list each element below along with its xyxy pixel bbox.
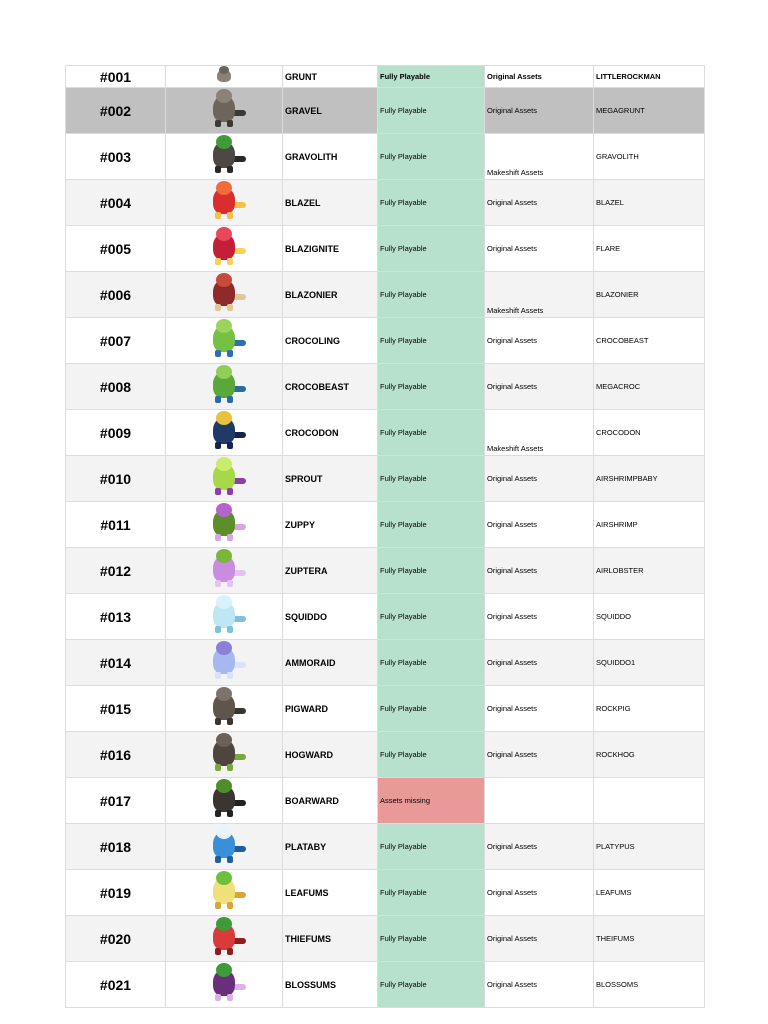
status-cell[interactable]: Fully Playable (378, 870, 485, 916)
table-row[interactable] (66, 410, 705, 456)
sprite-cell[interactable] (166, 870, 283, 916)
sprite-part (216, 963, 232, 977)
sprite-cell[interactable] (166, 502, 283, 548)
creature-name-cell[interactable]: CROCOBEAST (283, 364, 378, 410)
sprite-cell[interactable] (166, 410, 283, 456)
boar-icon (202, 686, 246, 726)
sprite-part (215, 442, 221, 449)
sprite-part (215, 810, 221, 817)
sprite-cell[interactable] (166, 88, 283, 134)
table-row[interactable] (66, 870, 705, 916)
sprite-part (216, 871, 232, 885)
sprite-part (216, 825, 232, 839)
bug-icon (202, 502, 246, 542)
table-row[interactable] (66, 318, 705, 364)
table-row[interactable] (66, 916, 705, 962)
creature-name-cell[interactable]: CROCODON (283, 410, 378, 456)
sprite-part (216, 503, 232, 517)
alias-cell[interactable]: MEGACROC (594, 364, 705, 410)
table-row[interactable] (66, 226, 705, 272)
seed-icon (202, 870, 246, 910)
creature-name-cell[interactable]: PIGWARD (283, 686, 378, 732)
creature-name-cell[interactable]: GRAVOLITH (283, 134, 378, 180)
table-row[interactable] (66, 134, 705, 180)
sprite-part (215, 350, 221, 357)
row-number-cell[interactable]: #020 (66, 916, 166, 962)
spreadsheet (65, 65, 704, 1008)
sprite-part (215, 534, 221, 541)
row-number-cell[interactable]: #019 (66, 870, 166, 916)
creature-name-cell[interactable]: GRUNT (283, 66, 378, 88)
sprite-cell[interactable] (166, 778, 283, 824)
fire-bird-icon (202, 180, 246, 220)
sprite-part (215, 902, 221, 909)
fairy-bug-icon (202, 548, 246, 588)
sprite-part (227, 212, 233, 219)
sprite-part (227, 350, 233, 357)
sprite-part (215, 994, 221, 1001)
assets-cell[interactable]: Original Assets (485, 456, 594, 502)
row-number-cell[interactable]: #012 (66, 548, 166, 594)
status-cell[interactable]: Fully Playable (378, 594, 485, 640)
table-row[interactable] (66, 364, 705, 410)
sprite-part (227, 442, 233, 449)
flower-icon (202, 962, 246, 1002)
assets-cell[interactable]: Original Assets (485, 916, 594, 962)
status-cell[interactable]: Assets missing (378, 778, 485, 824)
assets-cell[interactable]: Original Assets (485, 502, 594, 548)
assets-cell[interactable]: Original Assets (485, 66, 594, 88)
assets-cell[interactable]: Original Assets (485, 962, 594, 1008)
assets-cell[interactable]: Original Assets (485, 364, 594, 410)
table-row[interactable] (66, 180, 705, 226)
creature-name-cell[interactable]: BLAZEL (283, 180, 378, 226)
sprite-part (215, 626, 221, 633)
creature-name-cell[interactable]: AMMORAID (283, 640, 378, 686)
table-row[interactable] (66, 962, 705, 1008)
assets-cell[interactable]: Original Assets (485, 686, 594, 732)
creature-name-cell[interactable]: PLATABY (283, 824, 378, 870)
sprite-cell[interactable] (166, 318, 283, 364)
alias-cell[interactable]: THEIFUMS (594, 916, 705, 962)
sprite-part (216, 365, 232, 379)
sprite-part (215, 488, 221, 495)
assets-cell[interactable]: Original Assets (485, 594, 594, 640)
sprite-part (227, 948, 233, 955)
sprite-part (227, 810, 233, 817)
sprite-part (227, 764, 233, 771)
creature-name-cell[interactable]: BLAZONIER (283, 272, 378, 318)
sprite-part (216, 687, 232, 701)
platypus-icon (202, 824, 246, 864)
creature-name-cell[interactable]: BOARWARD (283, 778, 378, 824)
sprite-part (215, 120, 221, 127)
creature-name-cell[interactable]: BLOSSUMS (283, 962, 378, 1008)
sprite-cell[interactable] (166, 134, 283, 180)
status-cell[interactable]: Fully Playable (378, 272, 485, 318)
sprite-part (227, 534, 233, 541)
assets-cell[interactable]: Original Assets (485, 180, 594, 226)
table-row[interactable] (66, 502, 705, 548)
status-cell[interactable]: Fully Playable (378, 686, 485, 732)
alias-cell[interactable] (594, 778, 705, 824)
creature-table (65, 65, 705, 1008)
sprite-part (219, 66, 229, 74)
sprite-part (216, 411, 232, 425)
sprite-cell[interactable] (166, 916, 283, 962)
sprite-cell[interactable] (166, 456, 283, 502)
row-number-cell[interactable]: #001 (66, 66, 166, 88)
sprite-part (227, 166, 233, 173)
creature-name-cell[interactable]: SPROUT (283, 456, 378, 502)
sprite-part (215, 258, 221, 265)
creature-name-cell[interactable]: ZUPPY (283, 502, 378, 548)
assets-cell[interactable]: Original Assets (485, 318, 594, 364)
sprite-part (216, 733, 232, 747)
fire-bird-icon (202, 272, 246, 312)
status-cell[interactable]: Fully Playable (378, 410, 485, 456)
sprite-part (215, 764, 221, 771)
sprite-part (227, 488, 233, 495)
alias-cell[interactable]: AIRSHRIMPBABY (594, 456, 705, 502)
alias-cell[interactable]: LEAFUMS (594, 870, 705, 916)
assets-cell[interactable]: Original Assets (485, 548, 594, 594)
sprite-cell[interactable] (166, 180, 283, 226)
alias-cell[interactable]: AIRSHRIMP (594, 502, 705, 548)
larva-icon (202, 456, 246, 496)
boar-icon (202, 778, 246, 818)
sprite-part (227, 672, 233, 679)
assets-cell[interactable]: Original Assets (485, 226, 594, 272)
table-row[interactable] (66, 640, 705, 686)
alias-cell[interactable]: ROCKPIG (594, 686, 705, 732)
sprite-part (227, 902, 233, 909)
sprite-part (216, 549, 232, 563)
fire-bird-icon (202, 226, 246, 266)
status-cell[interactable]: Fully Playable (378, 134, 485, 180)
serpent-icon (202, 410, 246, 450)
status-cell[interactable]: Fully Playable (378, 962, 485, 1008)
alias-cell[interactable]: AIRLOBSTER (594, 548, 705, 594)
creature-name-cell[interactable]: THIEFUMS (283, 916, 378, 962)
status-cell[interactable]: Fully Playable (378, 364, 485, 410)
row-number-cell[interactable]: #014 (66, 640, 166, 686)
sprite-cell[interactable] (166, 548, 283, 594)
sprite-part (215, 718, 221, 725)
status-cell[interactable]: Fully Playable (378, 456, 485, 502)
row-number-cell[interactable]: #015 (66, 686, 166, 732)
sprite-part (216, 227, 232, 241)
sprite-part (215, 948, 221, 955)
alias-cell[interactable]: LITTLEROCKMAN (594, 66, 705, 88)
sprite-part (216, 273, 232, 287)
sprite-part (216, 135, 232, 149)
croc-icon (202, 364, 246, 404)
row-number-cell[interactable]: #009 (66, 410, 166, 456)
table-row[interactable] (66, 88, 705, 134)
sprite-part (215, 396, 221, 403)
sprite-part (227, 580, 233, 587)
sprite-part (227, 856, 233, 863)
rock-golem-icon (202, 88, 246, 128)
creature-name-cell[interactable]: GRAVEL (283, 88, 378, 134)
sprite-part (215, 580, 221, 587)
alias-cell[interactable]: FLARE (594, 226, 705, 272)
ghost-squid-icon (202, 594, 246, 634)
creature-name-cell[interactable]: SQUIDDO (283, 594, 378, 640)
sprite-part (227, 258, 233, 265)
alias-cell[interactable]: CROCODON (594, 410, 705, 456)
creature-name-cell[interactable]: LEAFUMS (283, 870, 378, 916)
rock-creature-icon (202, 66, 246, 82)
alias-cell[interactable]: CROCOBEAST (594, 318, 705, 364)
row-number-cell[interactable]: #018 (66, 824, 166, 870)
crystal-golem-icon (202, 134, 246, 174)
sprite-cell[interactable] (166, 364, 283, 410)
status-cell[interactable]: Fully Playable (378, 318, 485, 364)
sprite-cell[interactable] (166, 732, 283, 778)
sprite-cell[interactable] (166, 824, 283, 870)
row-number-cell[interactable]: #013 (66, 594, 166, 640)
sprite-cell[interactable] (166, 272, 283, 318)
status-cell[interactable]: Fully Playable (378, 732, 485, 778)
sprite-cell[interactable] (166, 226, 283, 272)
boar-icon (202, 732, 246, 772)
sprite-part (216, 89, 232, 103)
table-row[interactable] (66, 594, 705, 640)
creature-name-cell[interactable]: ZUPTERA (283, 548, 378, 594)
jelly-icon (202, 640, 246, 680)
alias-cell[interactable]: BLAZEL (594, 180, 705, 226)
status-cell[interactable]: Fully Playable (378, 88, 485, 134)
creature-name-cell[interactable]: CROCOLING (283, 318, 378, 364)
sprite-part (215, 304, 221, 311)
alias-cell[interactable]: MEGAGRUNT (594, 88, 705, 134)
sprite-cell[interactable] (166, 594, 283, 640)
table-row[interactable] (66, 824, 705, 870)
row-number-cell[interactable]: #005 (66, 226, 166, 272)
sprite-part (216, 595, 232, 609)
sprite-part (215, 856, 221, 863)
assets-cell[interactable]: Original Assets (485, 640, 594, 686)
status-cell[interactable]: Fully Playable (378, 640, 485, 686)
sprite-part (215, 212, 221, 219)
sprite-part (227, 120, 233, 127)
row-number-cell[interactable]: #010 (66, 456, 166, 502)
sprite-part (227, 304, 233, 311)
status-cell[interactable]: Fully Playable (378, 916, 485, 962)
row-number-cell[interactable]: #004 (66, 180, 166, 226)
assets-cell[interactable]: Makeshift Assets (485, 272, 594, 318)
row-number-cell[interactable]: #008 (66, 364, 166, 410)
status-cell[interactable]: Fully Playable (378, 180, 485, 226)
sprite-part (216, 319, 232, 333)
status-cell[interactable]: Fully Playable (378, 502, 485, 548)
creature-name-cell[interactable]: BLAZIGNITE (283, 226, 378, 272)
sprite-part (227, 626, 233, 633)
assets-cell[interactable]: Original Assets (485, 732, 594, 778)
table-row[interactable] (66, 66, 705, 88)
row-number-cell[interactable]: #011 (66, 502, 166, 548)
berry-icon (202, 916, 246, 956)
assets-cell[interactable]: Original Assets (485, 870, 594, 916)
alias-cell[interactable]: SQUIDDO1 (594, 640, 705, 686)
sprite-cell[interactable] (166, 962, 283, 1008)
sprite-part (227, 396, 233, 403)
alias-cell[interactable]: GRAVOLITH (594, 134, 705, 180)
sprite-part (216, 457, 232, 471)
table-row[interactable] (66, 686, 705, 732)
sprite-cell[interactable] (166, 686, 283, 732)
table-row[interactable] (66, 732, 705, 778)
sprite-cell[interactable] (166, 640, 283, 686)
sprite-part (216, 917, 232, 931)
croc-icon (202, 318, 246, 358)
alias-cell[interactable]: BLAZONIER (594, 272, 705, 318)
table-row[interactable] (66, 548, 705, 594)
alias-cell[interactable]: SQUIDDO (594, 594, 705, 640)
sprite-cell[interactable] (166, 66, 283, 88)
alias-cell[interactable]: BLOSSOMS (594, 962, 705, 1008)
assets-cell[interactable]: Makeshift Assets (485, 134, 594, 180)
row-number-cell[interactable]: #002 (66, 88, 166, 134)
table-row[interactable] (66, 272, 705, 318)
row-number-cell[interactable]: #017 (66, 778, 166, 824)
row-number-cell[interactable]: #006 (66, 272, 166, 318)
sprite-part (216, 779, 232, 793)
alias-cell[interactable]: PLATYPUS (594, 824, 705, 870)
table-row[interactable] (66, 778, 705, 824)
table-row[interactable] (66, 456, 705, 502)
status-cell[interactable]: Fully Playable (378, 548, 485, 594)
status-cell[interactable]: Fully Playable (378, 226, 485, 272)
assets-cell[interactable]: Original Assets (485, 824, 594, 870)
row-number-cell[interactable]: #021 (66, 962, 166, 1008)
creature-name-cell[interactable]: HOGWARD (283, 732, 378, 778)
sprite-part (215, 166, 221, 173)
sprite-part (227, 718, 233, 725)
sprite-part (227, 994, 233, 1001)
sprite-part (216, 181, 232, 195)
table-body (66, 66, 705, 1008)
status-cell[interactable]: Fully Playable (378, 66, 485, 88)
status-cell[interactable]: Fully Playable (378, 824, 485, 870)
row-number-cell[interactable]: #007 (66, 318, 166, 364)
row-number-cell[interactable]: #016 (66, 732, 166, 778)
row-number-cell[interactable]: #003 (66, 134, 166, 180)
alias-cell[interactable]: ROCKHOG (594, 732, 705, 778)
assets-cell[interactable] (485, 778, 594, 824)
assets-cell[interactable]: Original Assets (485, 88, 594, 134)
sprite-part (215, 672, 221, 679)
sprite-part (216, 641, 232, 655)
assets-cell[interactable]: Makeshift Assets (485, 410, 594, 456)
